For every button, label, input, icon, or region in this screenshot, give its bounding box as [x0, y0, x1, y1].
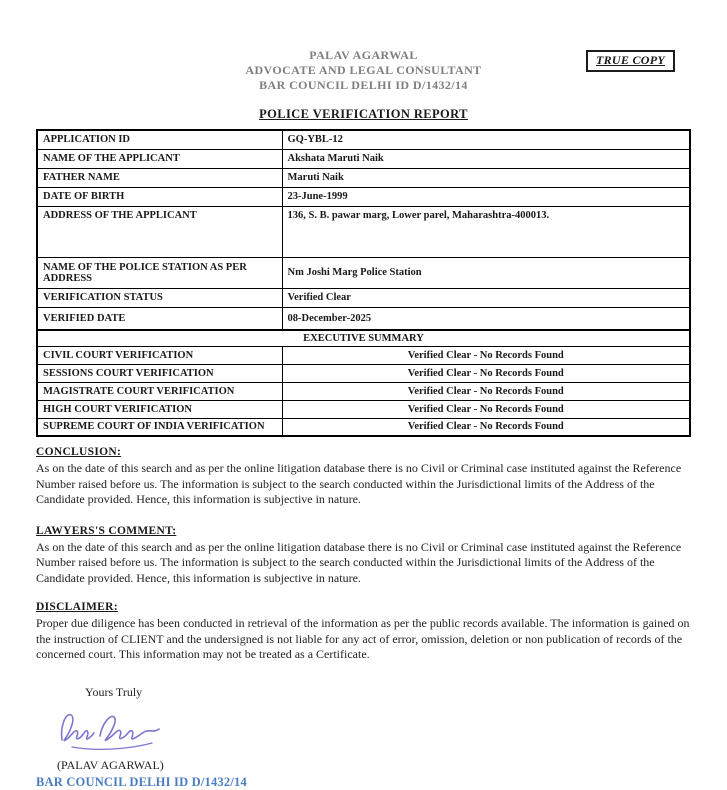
signed-name: (PALAV AGARWAL): [57, 757, 164, 772]
table-row: [37, 149, 690, 168]
field-value: 136, S. B. pawar marg, Lower parel, Maharashtra-400013.: [282, 206, 690, 257]
table-row: [37, 206, 690, 257]
report-title: POLICE VERIFICATION REPORT: [259, 107, 468, 121]
table-row: [37, 288, 690, 307]
table-row: [37, 130, 690, 149]
summary-row: [37, 418, 690, 436]
footer-bar-council: BAR COUNCIL DELHI ID D/1432/14: [36, 774, 247, 789]
field-label: VERIFIED DATE: [37, 307, 282, 330]
summary-label: SESSIONS COURT VERIFICATION: [37, 364, 282, 382]
executive-summary-header: [37, 330, 690, 346]
field-value: GQ-YBL-12: [282, 130, 690, 149]
field-label: NAME OF THE POLICE STATION AS PER ADDRESS: [37, 257, 282, 288]
summary-row: [37, 382, 690, 400]
field-label: VERIFICATION STATUS: [37, 288, 282, 307]
letterhead-bar-council: BAR COUNCIL DELHI ID D/1432/14: [259, 78, 468, 92]
disclaimer-heading: DISCLAIMER:: [36, 601, 118, 613]
summary-value: Verified Clear - No Records Found: [282, 400, 690, 418]
executive-summary-title: EXECUTIVE SUMMARY: [37, 330, 690, 346]
true-copy-stamp: TRUE COPY: [586, 50, 675, 72]
table-row: [37, 187, 690, 206]
summary-label: HIGH COURT VERIFICATION: [37, 400, 282, 418]
summary-value: Verified Clear - No Records Found: [282, 382, 690, 400]
section-conclusion: [36, 446, 691, 508]
letterhead-title: ADVOCATE AND LEGAL CONSULTANT: [245, 63, 482, 77]
field-value: Nm Joshi Marg Police Station: [282, 257, 690, 288]
field-value: Maruti Naik: [282, 168, 690, 187]
summary-value: Verified Clear - No Records Found: [282, 346, 690, 364]
conclusion-body: As on the date of this search and as per the online litigation database there is no Civil or Criminal case instituted against the Reference Number raised before us. The information is subject to the search conducted within the Jurisdictional limits of the Address of the Candidate provided. Hence, this information is subjective in nature.: [36, 461, 682, 506]
table-row: [37, 257, 690, 288]
field-label: APPLICATION ID: [37, 130, 282, 149]
summary-label: SUPREME COURT OF INDIA VERIFICATION: [37, 418, 282, 436]
closing-text: Yours Truly: [85, 684, 143, 699]
field-value: Verified Clear: [282, 288, 690, 307]
table-row: [37, 307, 690, 330]
field-value: 08-December-2025: [282, 307, 690, 330]
field-label: FATHER NAME: [37, 168, 282, 187]
summary-value: Verified Clear - No Records Found: [282, 418, 690, 436]
summary-value: Verified Clear - No Records Found: [282, 364, 690, 382]
field-label: NAME OF THE APPLICANT: [37, 149, 282, 168]
letterhead-name: PALAV AGARWAL: [309, 48, 418, 62]
signature-scribble: [54, 706, 691, 758]
section-lawyers-comment: [36, 525, 691, 587]
conclusion-heading: CONCLUSION:: [36, 446, 122, 458]
summary-label: CIVIL COURT VERIFICATION: [37, 346, 282, 364]
field-label: ADDRESS OF THE APPLICANT: [37, 206, 282, 257]
summary-label: MAGISTRATE COURT VERIFICATION: [37, 382, 282, 400]
table-row: [37, 168, 690, 187]
disclaimer-body: Proper due diligence has been conducted in retrieval of the information as per the public records available. The information is gained on the instruction of CLIENT and the undersigned is not liable for any act of error, omission, deletion or non publication of records of the concerned court. This information may not be treated as a Certificate.: [36, 616, 690, 661]
section-disclaimer: [36, 601, 691, 663]
summary-row: [37, 400, 690, 418]
summary-row: [37, 364, 690, 382]
field-value: Akshata Maruti Naik: [282, 149, 690, 168]
verification-table: [36, 129, 691, 437]
summary-row: [37, 346, 690, 364]
field-label: DATE OF BIRTH: [37, 187, 282, 206]
lawyers-comment-heading: LAWYERS'S COMMENT:: [36, 524, 177, 537]
lawyers-comment-body: As on the date of this search and as per the online litigation database there is no Civil or Criminal case instituted against the Reference Number raised before us. The information is subject to the search conducted within the Jurisdictional limits of the Address of the Candidate provided. Hence, this information is subjective in nature.: [36, 539, 682, 585]
field-value: 23-June-1999: [282, 187, 690, 206]
